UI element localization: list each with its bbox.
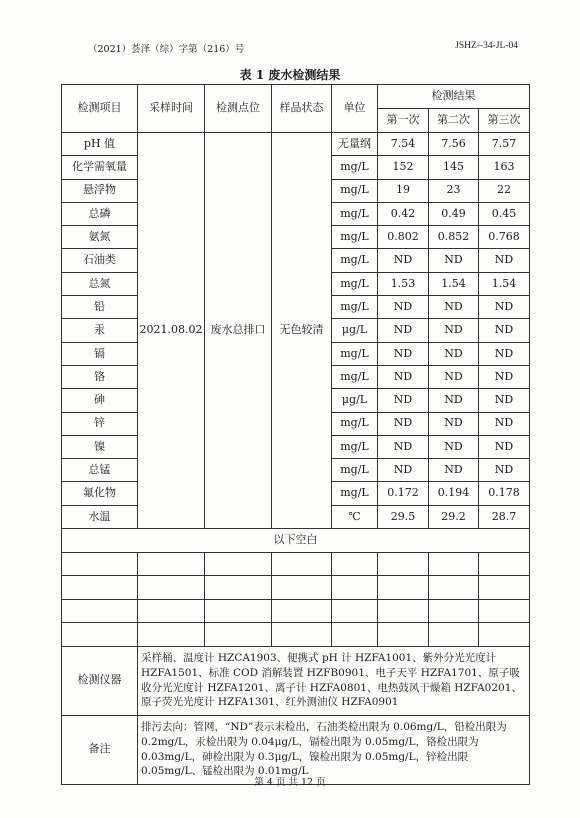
page-footer: 第 4 页 共 12 页 <box>254 777 326 788</box>
col-header-first: 第一次 <box>378 109 429 133</box>
result-2-cell: 145 <box>429 156 479 179</box>
col-header-state: 样品状态 <box>272 85 332 133</box>
col-header-second: 第二次 <box>429 109 479 133</box>
item-cell: 悬浮物 <box>62 179 138 202</box>
result-1-cell: ND <box>378 365 429 388</box>
report-number: （2021）荟泽（综）字第（216）号 <box>88 44 245 55</box>
unit-cell: mg/L <box>332 435 378 458</box>
instruments-label: 检测仪器 <box>62 646 138 715</box>
result-2-cell: ND <box>429 412 479 435</box>
item-cell: 镉 <box>62 342 138 365</box>
item-cell: 水温 <box>62 505 138 528</box>
unit-cell: ℃ <box>332 505 378 528</box>
unit-cell: mg/L <box>332 156 378 179</box>
unit-cell: μg/L <box>332 389 378 412</box>
col-header-time: 采样时间 <box>138 85 205 133</box>
unit-cell: mg/L <box>332 249 378 272</box>
result-3-cell: 163 <box>479 156 530 179</box>
unit-cell: mg/L <box>332 482 378 505</box>
result-2-cell: 23 <box>429 179 479 202</box>
sample-location-cell: 废水总排口 <box>205 133 272 529</box>
item-cell: 总锰 <box>62 459 138 482</box>
result-2-cell: 0.49 <box>429 202 479 225</box>
result-2-cell: ND <box>429 365 479 388</box>
unit-cell: mg/L <box>332 459 378 482</box>
remarks-text: 排污去向：管网，“ND”表示未检出，石油类检出限为 0.06mg/L，铅检出限为 0.2mg/L，汞检出限为 0.04μg/L，镉检出限为 0.05mg/L，铬检出限为 0.03mg/L，砷检出限为 0.3μg/L，镍检出限为 0.05mg/L，锌检出限 0.05mg/L、锰检出限为 0.01mg/L <box>138 715 530 784</box>
item-cell: 汞 <box>62 319 138 342</box>
item-cell: 化学需氧量 <box>62 156 138 179</box>
unit-cell: mg/L <box>332 342 378 365</box>
item-cell: 锌 <box>62 412 138 435</box>
item-cell: 总磷 <box>62 202 138 225</box>
unit-cell: μg/L <box>332 319 378 342</box>
result-1-cell: ND <box>378 389 429 412</box>
result-3-cell: ND <box>479 296 530 319</box>
result-2-cell: ND <box>429 249 479 272</box>
result-2-cell: ND <box>429 319 479 342</box>
result-1-cell: 152 <box>378 156 429 179</box>
col-header-location: 检测点位 <box>205 85 272 133</box>
col-header-results: 检测结果 <box>378 85 530 109</box>
result-3-cell: ND <box>479 412 530 435</box>
unit-cell: mg/L <box>332 272 378 295</box>
result-2-cell: 0.194 <box>429 482 479 505</box>
result-1-cell: ND <box>378 296 429 319</box>
unit-cell: mg/L <box>332 202 378 225</box>
instruments-text: 采样桶、温度计 HZCA1903、便携式 pH 计 HZFA1001、紫外分光光度计 HZFA1501、标准 COD 消解装置 HZFB0901、电子天平 HZFA1701、原子吸收分光光度计 HZFA1201、离子计 HZFA0801、电热鼓风干燥箱 HZFA0201、原子荧光光度计 HZFA1301、红外测油仪 HZFA0901 <box>138 646 530 715</box>
document-code: JSHZ--34-JL-04 <box>455 41 518 51</box>
table-row <box>62 133 530 156</box>
result-3-cell: ND <box>479 435 530 458</box>
item-cell: 石油类 <box>62 249 138 272</box>
item-cell: 氨氮 <box>62 226 138 249</box>
result-3-cell: 0.45 <box>479 202 530 225</box>
empty-row <box>62 552 530 576</box>
result-2-cell: ND <box>429 389 479 412</box>
result-2-cell: ND <box>429 342 479 365</box>
result-2-cell: 29.2 <box>429 505 479 528</box>
result-3-cell: 0.768 <box>479 226 530 249</box>
item-cell: pH 值 <box>62 133 138 156</box>
item-cell: 砷 <box>62 389 138 412</box>
result-1-cell: 7.54 <box>378 133 429 156</box>
result-2-cell: 1.54 <box>429 272 479 295</box>
result-2-cell: 0.852 <box>429 226 479 249</box>
result-1-cell: ND <box>378 459 429 482</box>
result-3-cell: ND <box>479 389 530 412</box>
result-1-cell: ND <box>378 435 429 458</box>
blank-note: 以下空白 <box>62 529 530 553</box>
item-cell: 铬 <box>62 365 138 388</box>
result-1-cell: 19 <box>378 179 429 202</box>
remarks-label: 备注 <box>62 715 138 784</box>
unit-cell: mg/L <box>332 365 378 388</box>
result-3-cell: 1.54 <box>479 272 530 295</box>
wastewater-results-table <box>61 84 530 785</box>
result-3-cell: ND <box>479 365 530 388</box>
unit-cell: mg/L <box>332 226 378 249</box>
result-1-cell: ND <box>378 342 429 365</box>
empty-row <box>62 599 530 623</box>
result-2-cell: ND <box>429 296 479 319</box>
result-1-cell: ND <box>378 412 429 435</box>
result-3-cell: 7.57 <box>479 133 530 156</box>
result-1-cell: ND <box>378 249 429 272</box>
result-3-cell: ND <box>479 342 530 365</box>
col-header-item: 检测项目 <box>62 85 138 133</box>
sample-time-cell: 2021.08.02 <box>138 133 205 529</box>
table-title: 表 1 废水检测结果 <box>239 68 341 82</box>
unit-cell: mg/L <box>332 296 378 319</box>
result-1-cell: 0.172 <box>378 482 429 505</box>
unit-cell: 无量纲 <box>332 133 378 156</box>
result-1-cell: 0.42 <box>378 202 429 225</box>
result-3-cell: 28.7 <box>479 505 530 528</box>
item-cell: 氟化物 <box>62 482 138 505</box>
result-2-cell: ND <box>429 435 479 458</box>
result-1-cell: ND <box>378 319 429 342</box>
result-1-cell: 1.53 <box>378 272 429 295</box>
unit-cell: mg/L <box>332 412 378 435</box>
item-cell: 镍 <box>62 435 138 458</box>
result-3-cell: ND <box>479 459 530 482</box>
result-1-cell: 0.802 <box>378 226 429 249</box>
result-3-cell: ND <box>479 249 530 272</box>
unit-cell: mg/L <box>332 179 378 202</box>
item-cell: 铅 <box>62 296 138 319</box>
result-2-cell: 7.56 <box>429 133 479 156</box>
col-header-third: 第三次 <box>479 109 530 133</box>
item-cell: 总氮 <box>62 272 138 295</box>
result-3-cell: 0.178 <box>479 482 530 505</box>
col-header-unit: 单位 <box>332 85 378 133</box>
result-2-cell: ND <box>429 459 479 482</box>
result-3-cell: ND <box>479 319 530 342</box>
empty-row <box>62 576 530 600</box>
result-3-cell: 22 <box>479 179 530 202</box>
result-1-cell: 29.5 <box>378 505 429 528</box>
empty-row <box>62 623 530 647</box>
sample-state-cell: 无色较清 <box>272 133 332 529</box>
